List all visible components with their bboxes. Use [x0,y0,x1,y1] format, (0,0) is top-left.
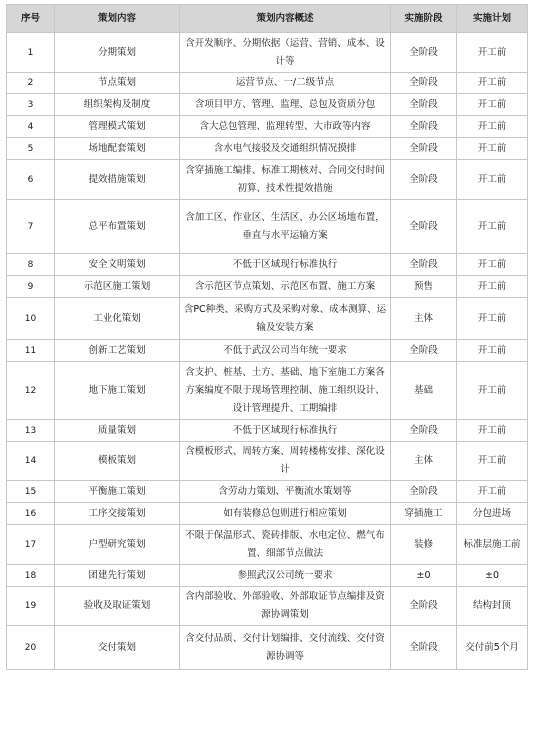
table-row [7,626,528,670]
cell-summary: 不低于区域现行标准执行 [180,420,391,442]
cell-plan: 开工前 [457,94,528,116]
cell-no: 12 [7,362,55,420]
header-no: 序号 [7,5,55,33]
cell-no: 9 [7,276,55,298]
cell-content: 地下施工策划 [55,362,180,420]
cell-summary: 运营节点、一/二级节点 [180,73,391,94]
cell-summary: 含PC种类、采购方式及采购对象、成本测算、运输及安装方案 [180,298,391,340]
cell-plan: 标准层施工前 [457,525,528,565]
cell-summary: 含内部验收、外部验收、外部取证节点编排及资源协调策划 [180,587,391,626]
table-row [7,420,528,442]
cell-stage: 装修 [391,525,457,565]
cell-summary: 如有装修总包则进行相应策划 [180,503,391,525]
cell-stage: 全阶段 [391,73,457,94]
table-row [7,587,528,626]
cell-no: 8 [7,254,55,276]
cell-no: 17 [7,525,55,565]
cell-summary: 含交付品质、交付计划编排、交付流线、交付资源协调等 [180,626,391,670]
cell-stage: 全阶段 [391,160,457,200]
cell-content: 安全文明策划 [55,254,180,276]
cell-content: 组织架构及制度 [55,94,180,116]
cell-content: 工序交接策划 [55,503,180,525]
cell-plan: 开工前 [457,33,528,73]
cell-plan: 开工前 [457,276,528,298]
cell-no: 5 [7,138,55,160]
cell-content: 节点策划 [55,73,180,94]
cell-plan: 开工前 [457,138,528,160]
cell-summary: 含穿插施工编排、标准工期核对、合同交付时间初算、技术性提效措施 [180,160,391,200]
cell-content: 创新工艺策划 [55,340,180,362]
cell-no: 6 [7,160,55,200]
cell-summary: 含大总包管理、监理转型、大市政等内容 [180,116,391,138]
cell-content: 户型研究策划 [55,525,180,565]
cell-stage: 全阶段 [391,200,457,254]
table-row [7,503,528,525]
header-plan: 实施计划 [457,5,528,33]
cell-plan: 开工前 [457,298,528,340]
cell-plan: 开工前 [457,73,528,94]
cell-stage: 全阶段 [391,116,457,138]
table-row [7,298,528,340]
cell-content: 模板策划 [55,442,180,481]
cell-no: 11 [7,340,55,362]
cell-no: 19 [7,587,55,626]
table-row [7,442,528,481]
cell-summary: 参照武汉公司统一要求 [180,565,391,587]
cell-stage: 全阶段 [391,138,457,160]
table-row [7,525,528,565]
cell-stage: 穿插施工 [391,503,457,525]
cell-no: 13 [7,420,55,442]
cell-summary: 含水电气接驳及交通组织情况摸排 [180,138,391,160]
table-row [7,94,528,116]
cell-no: 14 [7,442,55,481]
cell-summary: 不低于区域现行标准执行 [180,254,391,276]
table-row [7,73,528,94]
cell-content: 团建先行策划 [55,565,180,587]
cell-no: 10 [7,298,55,340]
table-row [7,200,528,254]
cell-no: 2 [7,73,55,94]
cell-no: 20 [7,626,55,670]
cell-stage: ±0 [391,565,457,587]
table-row [7,160,528,200]
cell-content: 工业化策划 [55,298,180,340]
cell-plan: 开工前 [457,116,528,138]
cell-summary: 含项目甲方、管理、监理、总包及资质分包 [180,94,391,116]
cell-stage: 全阶段 [391,481,457,503]
cell-no: 7 [7,200,55,254]
table-row [7,254,528,276]
cell-content: 场地配套策划 [55,138,180,160]
cell-plan: 开工前 [457,254,528,276]
cell-plan: 开工前 [457,481,528,503]
cell-stage: 全阶段 [391,420,457,442]
header-content: 策划内容 [55,5,180,33]
cell-no: 18 [7,565,55,587]
cell-stage: 主体 [391,298,457,340]
cell-stage: 全阶段 [391,587,457,626]
cell-plan: 开工前 [457,160,528,200]
cell-plan: 交付前5个月 [457,626,528,670]
cell-stage: 全阶段 [391,340,457,362]
cell-content: 验收及取证策划 [55,587,180,626]
cell-plan: 开工前 [457,362,528,420]
table-row [7,138,528,160]
cell-no: 15 [7,481,55,503]
cell-content: 分期策划 [55,33,180,73]
cell-summary: 含劳动力策划、平衡流水策划等 [180,481,391,503]
cell-content: 质量策划 [55,420,180,442]
cell-stage: 全阶段 [391,626,457,670]
cell-plan: ±0 [457,565,528,587]
table-body [7,33,528,670]
header-summary: 策划内容概述 [180,5,391,33]
table-row [7,362,528,420]
cell-plan: 开工前 [457,200,528,254]
cell-plan: 开工前 [457,340,528,362]
cell-no: 1 [7,33,55,73]
cell-no: 4 [7,116,55,138]
cell-summary: 含示范区节点策划、示范区布置、施工方案 [180,276,391,298]
cell-content: 提效措施策划 [55,160,180,200]
cell-content: 管理模式策划 [55,116,180,138]
cell-summary: 不低于武汉公司当年统一要求 [180,340,391,362]
cell-plan: 分包进场 [457,503,528,525]
cell-stage: 主体 [391,442,457,481]
cell-summary: 不限于保温形式、瓷砖排版、水电定位、燃气布置、细部节点做法 [180,525,391,565]
cell-plan: 开工前 [457,442,528,481]
table-row [7,340,528,362]
cell-summary: 含模板形式、周转方案、周转楼栋安排、深化设计 [180,442,391,481]
table-row [7,116,528,138]
table-row [7,33,528,73]
table-row [7,565,528,587]
cell-stage: 全阶段 [391,33,457,73]
cell-summary: 含支护、桩基、土方、基础、地下室施工方案各方案编度不限于现场管理控制、施工组织设计、设计管理提升、工期编排 [180,362,391,420]
table-header-row [7,5,528,33]
cell-stage: 基础 [391,362,457,420]
cell-content: 交付策划 [55,626,180,670]
cell-no: 3 [7,94,55,116]
planning-table [6,4,528,670]
cell-content: 总平布置策划 [55,200,180,254]
planning-table-container [6,4,527,670]
cell-stage: 全阶段 [391,94,457,116]
cell-summary: 含加工区、作业区、生活区、办公区场地布置，垂直与水平运输方案 [180,200,391,254]
table-row [7,481,528,503]
cell-plan: 开工前 [457,420,528,442]
cell-content: 示范区施工策划 [55,276,180,298]
cell-plan: 结构封顶 [457,587,528,626]
cell-stage: 预售 [391,276,457,298]
cell-stage: 全阶段 [391,254,457,276]
cell-no: 16 [7,503,55,525]
cell-content: 平衡施工策划 [55,481,180,503]
cell-summary: 含开发顺序、分期依据（运营、营销、成本、设计等 [180,33,391,73]
header-stage: 实施阶段 [391,5,457,33]
table-row [7,276,528,298]
